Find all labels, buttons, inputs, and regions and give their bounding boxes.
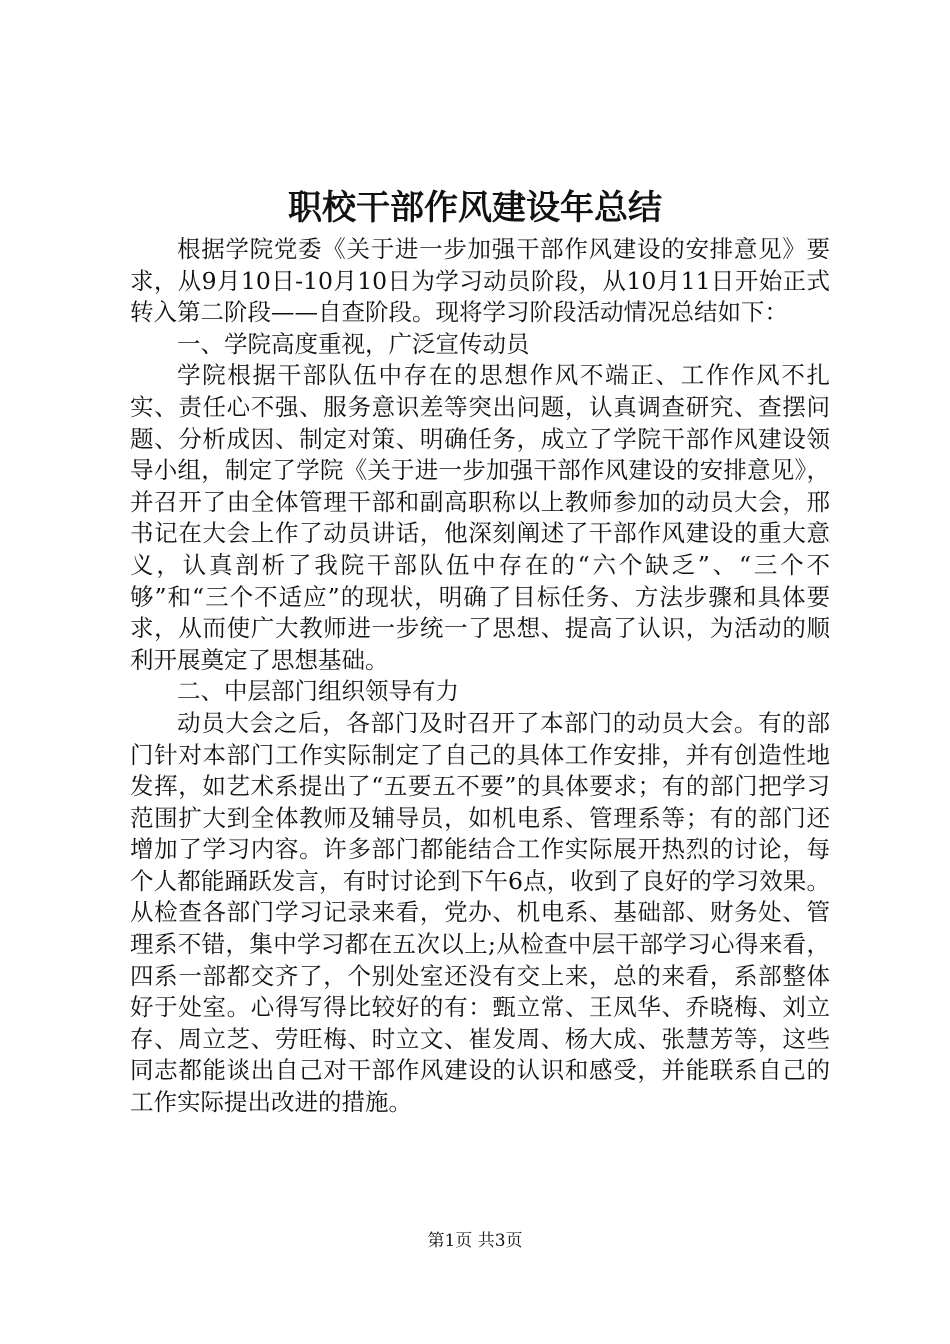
document-title: 职校干部作风建设年总结: [288, 188, 662, 228]
page-number-footer: 第1页 共3页: [427, 1231, 523, 1251]
section-1-paragraph: 学院根据干部队伍中存在的思想作风不端正、工作作风不扎实、责任心不强、服务意识差等突出问题，认真调查研究、查摆问题、分析成因、制定对策、明确任务，成立了学院干部作风建设领导小组，制定了学院《关于进一步加强干部作风建设的安排意见》，并召开了由全体管理干部和副高职称以上教师参加的动员大会，邢书记在大会上作了动员讲话，他深刻阐述了干部作风建设的重大意义，认真剖析了我院干部队伍中存在的“六个缺乏”、“三个不够”和“三个不适应”的现状，明确了目标任务、方法步骤和具体要求，从而使广大教师进一步统一了思想、提高了认识，为活动的顺利开展奠定了思想基础。: [130, 361, 830, 674]
intro-paragraph: 根据学院党委《关于进一步加强干部作风建设的安排意见》要求，从9月10日-10月10日为学习动员阶段，从10月11日开始正式转入第二阶段——自查阶段。现将学习阶段活动情况总结如下：: [130, 235, 830, 327]
section-2-heading: 二、中层部门组织领导有力: [177, 677, 459, 706]
section-2-paragraph: 动员大会之后，各部门及时召开了本部门的动员大会。有的部门针对本部门工作实际制定了自己的具体工作安排，并有创造性地发挥，如艺术系提出了“五要五不要”的具体要求；有的部门把学习范围扩大到全体教师及辅导员，如机电系、管理系等；有的部门还增加了学习内容。许多部门都能结合工作实际展开热烈的讨论，每个人都能踊跃发言，有时讨论到下午6点，收到了良好的学习效果。从检查各部门学习记录来看，党办、机电系、基础部、财务处、管理系不错，集中学习都在五次以上;从检查中层干部学习心得来看，四系一部都交齐了，个别处室还没有交上来，总的来看，系部整体好于处室。心得写得比较好的有：甄立常、王凤华、乔晓梅、刘立存、周立芝、劳旺梅、时立文、崔发周、杨大成、张慧芳等，这些同志都能谈出自己对干部作风建设的认识和感受，并能联系自己的工作实际提出改进的措施。: [130, 708, 830, 1117]
document-body: [130, 234, 830, 1119]
section-1-heading: 一、学院高度重视，广泛宣传动员: [177, 329, 530, 358]
